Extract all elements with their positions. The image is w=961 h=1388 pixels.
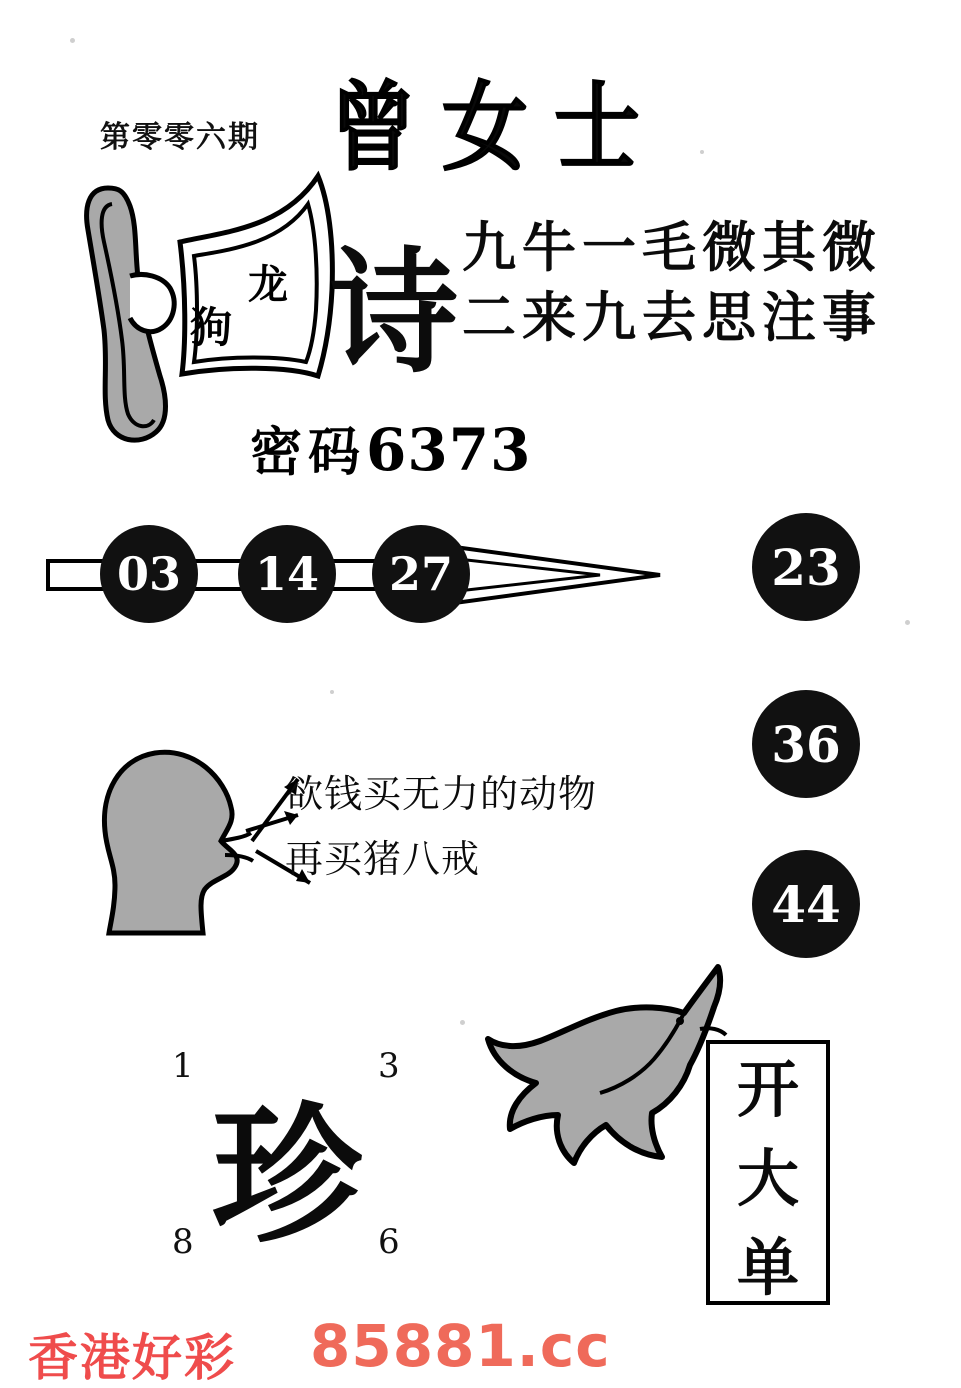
banner-char-2: 大 bbox=[736, 1142, 799, 1215]
number-ball: 23 bbox=[752, 513, 860, 621]
speech-line-2: 再买猪八戒 bbox=[285, 837, 481, 881]
poem-character: 诗 bbox=[330, 234, 459, 392]
poem-line-1: 九牛一毛微其微 bbox=[462, 215, 882, 279]
corner-number: 6 bbox=[378, 1222, 400, 1262]
corner-number: 8 bbox=[172, 1222, 194, 1262]
page-title: 曾女士 bbox=[330, 71, 666, 185]
number-ball: 36 bbox=[752, 690, 860, 798]
poem-line-2: 二来九去思注事 bbox=[462, 285, 882, 349]
number-ball: 44 bbox=[752, 850, 860, 958]
corner-number: 3 bbox=[378, 1046, 400, 1086]
lucky-character: 珍 bbox=[212, 1088, 363, 1264]
speck bbox=[700, 150, 704, 154]
footer-brand: 香港好彩 bbox=[28, 1329, 236, 1387]
password-label: 密码 bbox=[250, 422, 367, 483]
number-ball: 14 bbox=[238, 525, 336, 623]
corner-number: 1 bbox=[172, 1046, 194, 1086]
footer-url[interactable]: 85881.cc bbox=[310, 1312, 611, 1380]
arrow-number-group bbox=[40, 505, 680, 655]
password-row bbox=[250, 410, 531, 485]
speck bbox=[460, 1020, 465, 1025]
banner-char-1: 开 bbox=[736, 1053, 799, 1126]
speck bbox=[905, 620, 910, 625]
banner-char-3: 单 bbox=[736, 1231, 799, 1304]
speech-line-1: 欲钱买无力的动物 bbox=[285, 772, 598, 816]
banner-text bbox=[706, 1040, 830, 1305]
issue-label: 第零零六期 bbox=[100, 120, 260, 155]
zodiac-dog-label: 狗 bbox=[190, 303, 233, 352]
password-value: 6373 bbox=[366, 416, 532, 484]
speck bbox=[330, 690, 334, 694]
zodiac-dragon-label: 龙 bbox=[248, 261, 288, 308]
number-ball: 27 bbox=[372, 525, 470, 623]
speck bbox=[70, 38, 75, 43]
number-ball: 03 bbox=[100, 525, 198, 623]
